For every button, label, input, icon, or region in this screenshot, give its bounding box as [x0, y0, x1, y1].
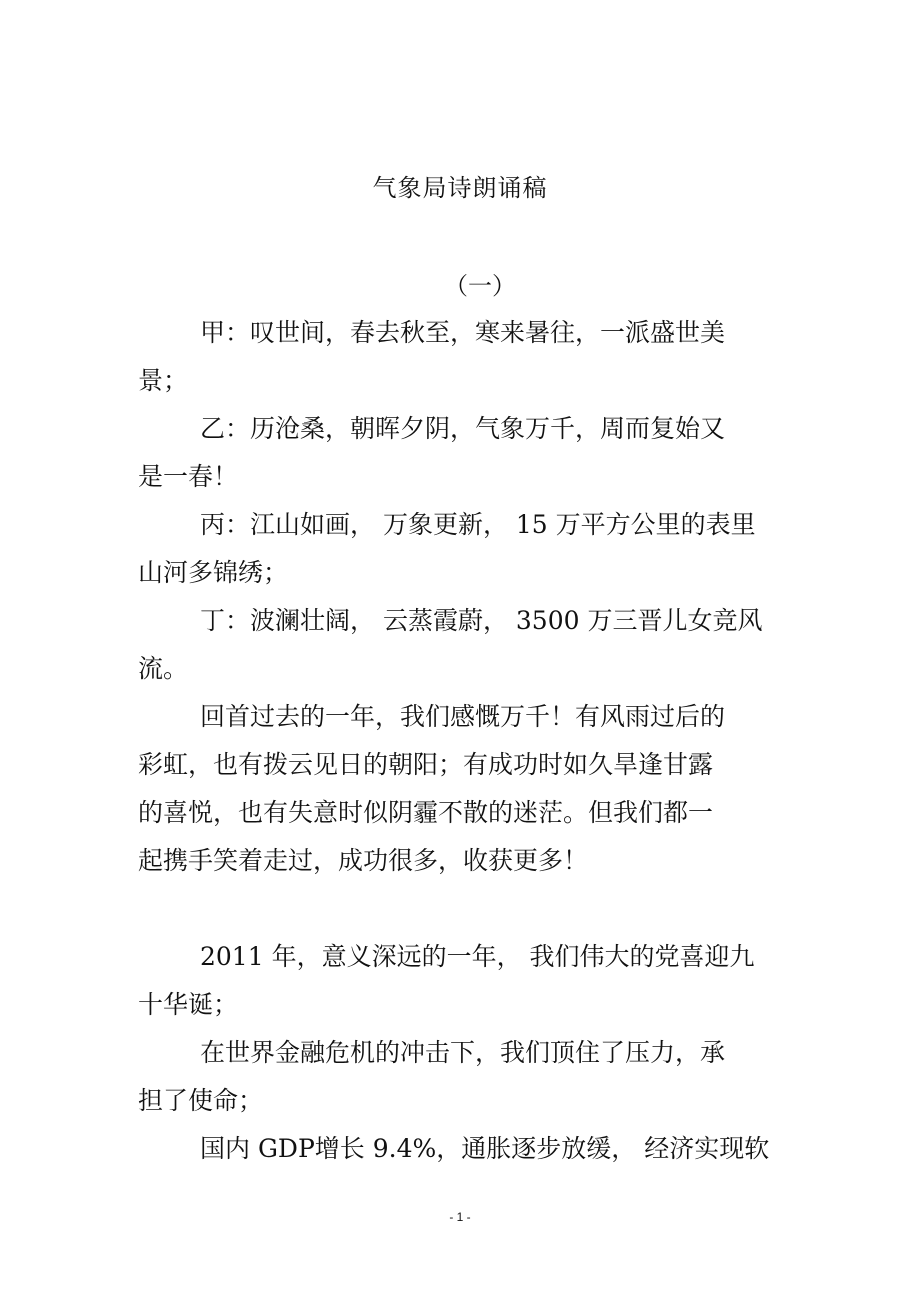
text-line: 的喜悦，也有失意时似阴霾不散的迷茫。但我们都一 [138, 798, 714, 827]
text-line: 2011 年，意义深远的一年， 我们伟大的党喜迎九 [200, 942, 755, 971]
text-line: 是一春！ [138, 462, 239, 491]
text-line: 丁：波澜壮阔， 云蒸霞蔚， 3500 万三晋儿女竞风 [200, 606, 763, 635]
document-title: 气象局诗朗诵稿 [372, 174, 548, 202]
text-line: 丙：江山如画， 万象更新， 15 万平方公里的表里 [200, 510, 756, 539]
text-line: 担了使命； [138, 1086, 264, 1115]
text-line: 景； [138, 366, 189, 395]
page-number: - 1 - [449, 1210, 471, 1224]
text-line: 流。 [138, 654, 189, 683]
text-line: 彩虹，也有拨云见日的朝阳；有成功时如久旱逢甘露 [138, 750, 714, 779]
text-line: 乙：历沧桑，朝晖夕阴，气象万千，周而复始又 [200, 414, 726, 443]
section-label: （一） [444, 272, 516, 300]
text-line: 山河多锦绣； [138, 558, 289, 587]
text-line: 十华诞； [138, 990, 239, 1019]
text-line: 国内 GDP增长 9.4%，通胀逐步放缓， 经济实现软 [200, 1134, 770, 1163]
text-line: 回首过去的一年，我们感慨万千！有风雨过后的 [200, 702, 726, 731]
text-line: 甲：叹世间，春去秋至，寒来暑往，一派盛世美 [200, 318, 726, 347]
text-line: 起携手笑着走过，成功很多，收获更多！ [138, 846, 589, 875]
text-line: 在世界金融危机的冲击下，我们顶住了压力，承 [200, 1038, 726, 1067]
